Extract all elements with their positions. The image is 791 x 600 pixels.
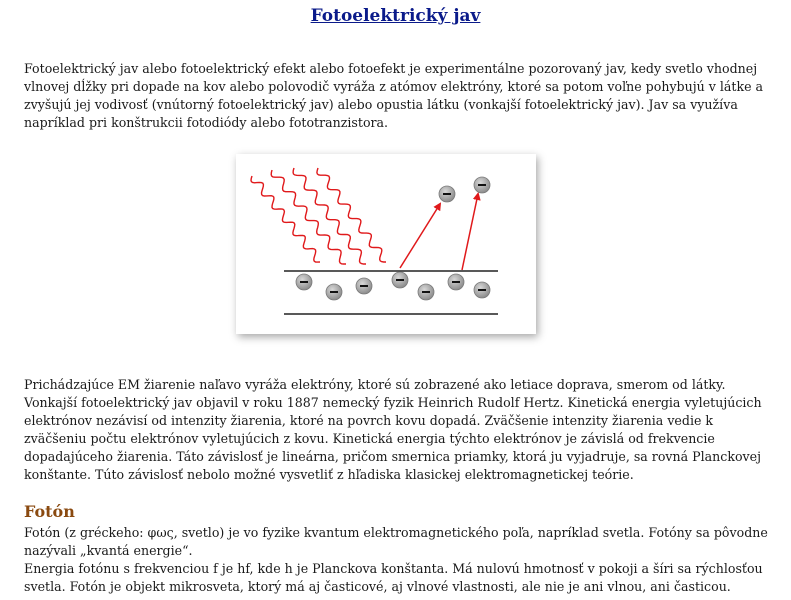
foton-line-2: Energia fotónu s frekvenciou f je hf, kde h je Planckova konštanta. Má nulovú hmotnosť v pokoji a šíri sa rýchlosťou svetla. Fotón je objekt mikrosveta, ktorý má aj časticové, aj vlnové vlastnosti, ale nie je ani vlnou, ani časticou. bbox=[24, 561, 763, 594]
photoelectric-figure bbox=[236, 154, 536, 334]
electron-trajectory-arrow-2 bbox=[462, 194, 478, 270]
electron-2 bbox=[326, 284, 342, 300]
body-paragraph: Prichádzajúce EM žiarenie naľavo vyráža elektróny, ktoré sú zobrazené ako letiace doprava, smerom od látky. Vonkajší fotoelektrický jav objavil v roku 1887 nemecký fyzik Heinrich Rudolf Hertz. Kinetická energia vyletujúcich elektrónov nezávisí od intenzity žiarenia, ktoré na povrch kovu dopadá. Zväčšenie intenzity žiarenia vedie k zväčšeniu počtu elektrónov vyletujúcich z kovu. Kinetická energia týchto elektrónov je závislá od frekvencie dopadajúceho žiarenia. Táto závislosť je lineárna, pričom smernica priamky, ktorá ju vyjadruje, sa rovná Planckovej konštante. Túto závislosť nebolo možné vysvetliť z hľadiska klasickej elektromagnetickej teórie. bbox=[24, 377, 762, 482]
electron-5 bbox=[418, 284, 434, 300]
photoelectric-diagram bbox=[236, 154, 536, 334]
intro-paragraph: Fotoelektrický jav alebo fotoelektrický efekt alebo fotoefekt je experimentálne pozorovaný jav, kedy svetlo vhodnej vlnovej dĺžky pri dopade na kov alebo polovodič vyráža z atómov elektróny, ktoré sa potom voľne pohybujú v látke a zvyšujú jej vodivosť (vnútorný fotoelektrický jav) alebo opustia látku (vonkajší fotoelektrický jav). Jav sa využíva napríklad pri konštrukcii fotodiódy alebo fototranzistora. bbox=[24, 61, 764, 130]
incident-light-waves bbox=[251, 168, 386, 264]
electron-trajectory-arrow-1 bbox=[400, 204, 440, 268]
light-wave-4 bbox=[317, 168, 386, 262]
electron-3 bbox=[356, 278, 372, 294]
electron-6 bbox=[448, 274, 464, 290]
foton-paragraph bbox=[24, 524, 769, 596]
electron-4 bbox=[392, 272, 408, 288]
section-heading-foton: Fotón bbox=[24, 502, 75, 521]
page-title: Fotoelektrický jav bbox=[310, 6, 481, 26]
electron-7 bbox=[474, 282, 490, 298]
electron-9 bbox=[474, 177, 490, 193]
light-wave-1 bbox=[251, 176, 320, 262]
electron-8 bbox=[439, 186, 455, 202]
electrons bbox=[296, 177, 490, 300]
ejected-electron-arrows bbox=[400, 194, 478, 270]
electron-1 bbox=[296, 274, 312, 290]
foton-line-1: Fotón (z gréckeho: φως, svetlo) je vo fyzike kvantum elektromagnetického poľa, napríklad svetla. Fotóny sa pôvodne nazývali „kvantá energie“. bbox=[24, 525, 768, 558]
